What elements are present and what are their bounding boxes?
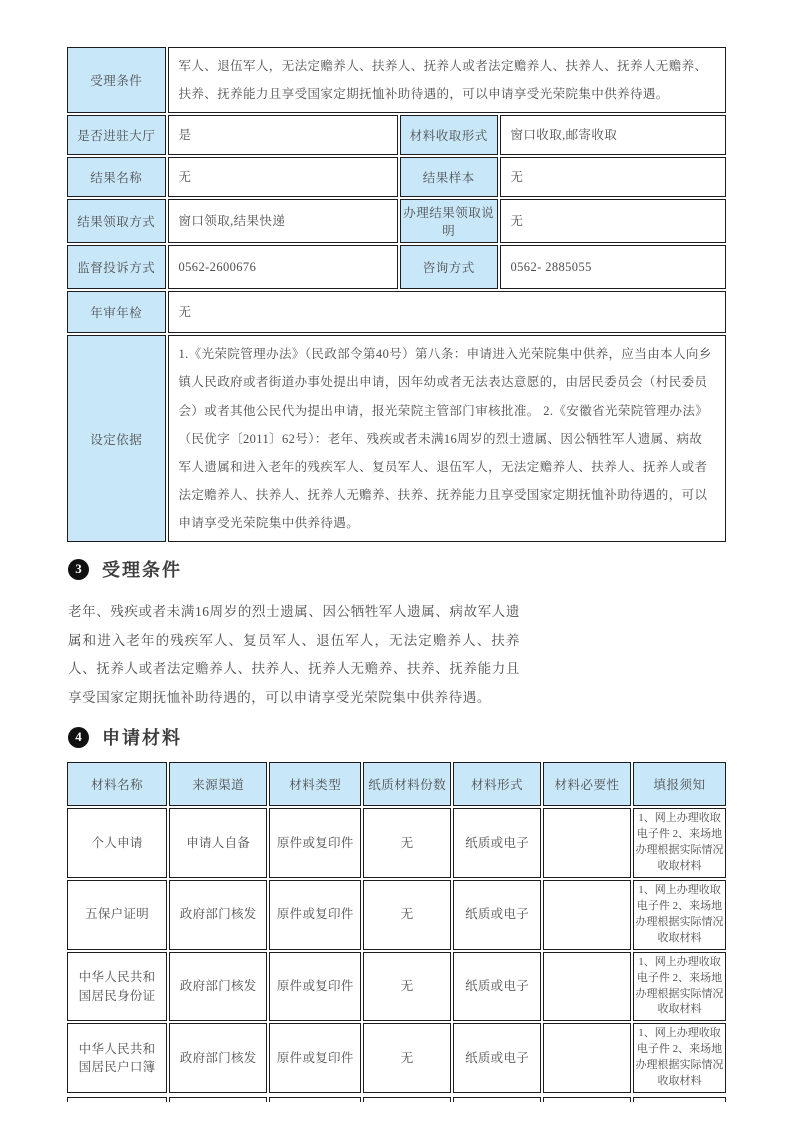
materials-header-row <box>67 762 726 806</box>
column-header: 材料必要性 <box>543 762 631 806</box>
info-row <box>67 199 726 243</box>
clipped-cell <box>269 1097 361 1102</box>
field-label: 受理条件 <box>67 47 166 113</box>
info-row <box>67 291 726 333</box>
field-value: 无 <box>168 157 399 197</box>
material-cell: 无 <box>363 880 451 950</box>
field-label: 结果领取方式 <box>67 199 166 243</box>
material-cell <box>543 952 631 1022</box>
material-cell: 无 <box>363 952 451 1022</box>
material-cell <box>543 1023 631 1093</box>
field-value: 0562-2600676 <box>168 245 399 289</box>
field-label: 设定依据 <box>67 335 166 542</box>
material-cell: 1、网上办理收取电子件 2、来场地办理根据实际情况收取材料 <box>633 808 726 878</box>
section-3-title: 受理条件 <box>102 560 182 581</box>
field-value: 无 <box>500 199 727 243</box>
field-value: 无 <box>500 157 727 197</box>
info-row <box>67 245 726 289</box>
column-header: 材料形式 <box>453 762 541 806</box>
clipped-cell <box>67 1097 167 1102</box>
material-cell: 1、网上办理收取电子件 2、来场地办理根据实际情况收取材料 <box>633 1023 726 1093</box>
field-value: 1.《光荣院管理办法》（民政部令第40号）第八条：申请进入光荣院集中供养，应当由本人向乡镇人民政府或者街道办事处提出申请，因年幼或者无法表达意愿的，由居民委员会（村民委员会）或者其他公民代为提出申请，报光荣院主管部门审核批准。 2.《安徽省光荣院管理办法》（民优字〔2011〕62号）：老年、残疾或者未满16周岁的烈士遗属、因公牺牲军人遗属、病故军人遗属和进入老年的残疾军人、复员军人、退伍军人，无法定赡养人、扶养人、抚养人或者法定赡养人、扶养人、抚养人无赡养、扶养、抚养能力且享受国家定期抚恤补助待遇的，可以申请享受光荣院集中供养待遇。 <box>168 335 727 542</box>
material-cell: 原件或复印件 <box>269 1023 361 1093</box>
clipped-cell <box>363 1097 451 1102</box>
column-header: 材料名称 <box>67 762 167 806</box>
material-row <box>67 952 726 1022</box>
material-cell: 原件或复印件 <box>269 808 361 878</box>
materials-table <box>65 760 728 1095</box>
info-row <box>67 335 726 542</box>
acceptance-conditions-paragraph: 老年、残疾或者未满16周岁的烈士遗属、因公牺牲军人遗属、病故军人遗属和进入老年的残疾军人、复员军人、退伍军人，无法定赡养人、扶养人、抚养人或者法定赡养人、扶养人、抚养人无赡养、扶养、抚养能力且享受国家定期抚恤补助待遇的，可以申请享受光荣院集中供养待遇。 <box>68 604 520 705</box>
column-header: 来源渠道 <box>169 762 267 806</box>
page-content <box>65 45 728 1102</box>
column-header: 纸质材料份数 <box>363 762 451 806</box>
field-value: 军人、退伍军人，无法定赡养人、扶养人、抚养人或者法定赡养人、扶养人、抚养人无赡养、扶养、抚养能力且享受国家定期抚恤补助待遇的，可以申请享受光荣院集中供养待遇。 <box>168 47 727 113</box>
material-cell: 政府部门核发 <box>169 880 267 950</box>
field-label: 咨询方式 <box>400 245 497 289</box>
field-label: 材料收取形式 <box>400 115 497 155</box>
material-cell <box>543 880 631 950</box>
field-label: 监督投诉方式 <box>67 245 166 289</box>
material-name-cell: 中华人民共和国居民身份证 <box>67 952 167 1022</box>
material-cell: 纸质或电子 <box>453 952 541 1022</box>
material-cell: 申请人自备 <box>169 808 267 878</box>
section-4-title: 申请材料 <box>102 728 182 749</box>
section-3-number-badge: 3 <box>68 559 89 580</box>
material-row <box>67 1023 726 1093</box>
section-heading-application-materials <box>68 726 728 748</box>
info-row <box>67 47 726 113</box>
material-cell: 无 <box>363 1023 451 1093</box>
field-label: 是否进驻大厅 <box>67 115 166 155</box>
material-name-cell: 个人申请 <box>67 808 167 878</box>
column-header: 填报须知 <box>633 762 726 806</box>
field-value: 窗口收取,邮寄收取 <box>500 115 727 155</box>
material-cell: 纸质或电子 <box>453 808 541 878</box>
material-row <box>67 880 726 950</box>
clipped-cell <box>169 1097 267 1102</box>
material-row <box>67 808 726 878</box>
material-cell: 纸质或电子 <box>453 1023 541 1093</box>
section-4-number-badge: 4 <box>68 727 89 748</box>
materials-table-body <box>67 808 726 1093</box>
material-cell <box>543 808 631 878</box>
info-table-body <box>67 47 726 542</box>
field-value: 0562- 2885055 <box>500 245 727 289</box>
clipped-cell <box>633 1097 726 1102</box>
info-row <box>67 157 726 197</box>
material-cell: 原件或复印件 <box>269 952 361 1022</box>
material-name-cell: 中华人民共和国居民户口簿 <box>67 1023 167 1093</box>
field-value: 窗口领取,结果快递 <box>168 199 399 243</box>
field-label: 年审年检 <box>67 291 166 333</box>
material-cell: 原件或复印件 <box>269 880 361 950</box>
material-cell: 无 <box>363 808 451 878</box>
info-table <box>65 45 728 544</box>
clipped-cell <box>543 1097 631 1102</box>
field-value: 是 <box>168 115 399 155</box>
next-row-clipped <box>65 1097 728 1102</box>
material-name-cell: 五保户证明 <box>67 880 167 950</box>
info-row <box>67 115 726 155</box>
field-label: 结果样本 <box>400 157 497 197</box>
material-cell: 政府部门核发 <box>169 952 267 1022</box>
clipped-cell <box>453 1097 541 1102</box>
material-cell: 纸质或电子 <box>453 880 541 950</box>
field-label: 办理结果领取说明 <box>400 199 497 243</box>
material-cell: 政府部门核发 <box>169 1023 267 1093</box>
material-cell: 1、网上办理收取电子件 2、来场地办理根据实际情况收取材料 <box>633 880 726 950</box>
column-header: 材料类型 <box>269 762 361 806</box>
material-cell: 1、网上办理收取电子件 2、来场地办理根据实际情况收取材料 <box>633 952 726 1022</box>
field-value: 无 <box>168 291 727 333</box>
section-heading-acceptance-conditions <box>68 558 728 580</box>
field-label: 结果名称 <box>67 157 166 197</box>
